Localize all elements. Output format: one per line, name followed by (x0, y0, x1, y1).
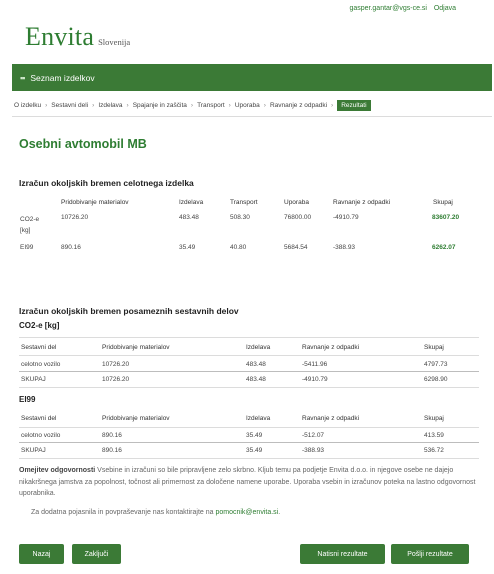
page-title: Osebni avtomobil MB (19, 137, 147, 151)
chevron-right-icon: › (263, 101, 266, 109)
table-cell: 40.80 (230, 244, 247, 251)
chevron-right-icon: › (45, 101, 48, 109)
chevron-right-icon: › (190, 101, 194, 109)
table-cell-total: 83607.20 (432, 214, 460, 221)
breadcrumb (14, 98, 490, 112)
table-cell: 890.16 (102, 432, 122, 439)
breadcrumb-item-transport[interactable]: Transport (197, 101, 225, 109)
table-cell: 483.48 (246, 376, 266, 383)
table-cell: -388.93 (302, 447, 325, 454)
col-header: Pridobivanje materialov (102, 415, 170, 422)
contact-end: . (278, 509, 281, 516)
logout-link[interactable]: Odjava (433, 5, 456, 12)
divider (19, 427, 479, 428)
breadcrumb-item-ravnanje[interactable]: Ravnanje z odpadki (269, 101, 328, 109)
col-header: Skupaj (424, 415, 444, 422)
disclaimer-text: Vsebine in izračuni so bile pripravljene zelo skrbno. Kljub temu pa podjetje Envita d.o.o. in njegove osebe ne dajejo nikakršnega jamstva za popolnost, točnost ali primernost za določene namene uporabe. Uporaba vsebin in izračunov poteka na lastno odgovornost uporabnika. (19, 467, 476, 497)
table-cell: 35.49 (179, 244, 196, 251)
table-cell: SKUPAJ (21, 376, 46, 383)
table-cell: 536.72 (424, 447, 444, 454)
table-cell: -388.93 (333, 244, 356, 251)
table-cell: 4797.73 (424, 361, 448, 368)
nav-product-list-link[interactable]: Seznam izdelkov (30, 72, 95, 83)
chevron-right-icon: › (92, 101, 95, 109)
table-cell: -4910.79 (302, 376, 328, 383)
top-bar (0, 0, 494, 18)
col-header: Skupaj (433, 199, 453, 206)
breadcrumb-item-rezultati[interactable]: Rezultati (337, 100, 370, 111)
divider (19, 458, 479, 459)
divider (12, 116, 492, 117)
table-cell: 10726.20 (102, 361, 130, 368)
divider (19, 442, 479, 443)
divider (19, 355, 479, 356)
user-email-link[interactable]: gasper.gantar@vgs-ce.si (349, 5, 427, 12)
table-cell: 35.49 (246, 432, 263, 439)
col-header: Uporaba (284, 199, 309, 206)
overall-section-title: Izračun okoljskih bremen celotnega izdelka (19, 178, 194, 188)
chevron-right-icon: › (126, 101, 129, 109)
table-cell: 483.48 (246, 361, 266, 368)
breadcrumb-item-o-izdelku[interactable]: O izdelku (14, 101, 42, 109)
disclaimer-heading: Omejitev odgovornosti (19, 467, 96, 474)
chevron-right-icon: › (331, 101, 334, 109)
col-header: Sestavni del (21, 344, 57, 351)
divider (19, 387, 479, 388)
parts-section-title: Izračun okoljskih bremen posameznih sestavnih delov (19, 306, 239, 316)
print-results-button[interactable]: Natisni rezultate (300, 544, 385, 564)
table-cell: 10726.20 (102, 376, 130, 383)
divider (19, 337, 479, 338)
table-cell: celotno vozilo (21, 432, 61, 439)
contact-email-link[interactable]: pomocnik@envita.si (215, 509, 279, 516)
contact-line (31, 509, 280, 516)
col-header: Izdelava (246, 415, 271, 422)
logo-subtitle: Slovenija (98, 37, 131, 47)
col-header: Pridobivanje materialov (61, 199, 129, 206)
table-cell: celotno vozilo (21, 361, 61, 368)
disclaimer (19, 465, 479, 500)
table-cell: 508.30 (230, 214, 250, 221)
table-cell: -4910.79 (333, 214, 359, 221)
breadcrumb-item-izdelava[interactable]: Izdelava (98, 101, 123, 109)
menu-dots-icon: ▪▪ (20, 72, 25, 83)
send-results-button[interactable]: Pošlji rezultate (391, 544, 469, 564)
table-cell: 6298.90 (424, 376, 448, 383)
col-header: Skupaj (424, 344, 444, 351)
table-cell: 890.16 (102, 447, 122, 454)
table-cell: 10726.20 (61, 214, 89, 221)
main-navbar (12, 64, 492, 91)
breadcrumb-item-sestavni-deli[interactable]: Sestavni deli (51, 101, 89, 109)
table-cell: 890.16 (61, 244, 81, 251)
table-cell: 76800.00 (284, 214, 312, 221)
logo[interactable] (25, 22, 130, 52)
table-cell: -512.07 (302, 432, 325, 439)
back-button[interactable]: Nazaj (19, 544, 64, 564)
table-cell: 483.48 (179, 214, 199, 221)
col-header: Pridobivanje materialov (102, 344, 170, 351)
col-header: Ravnanje z odpadki (302, 415, 360, 422)
table-cell: 413.59 (424, 432, 444, 439)
contact-text: Za dodatna pojasnila in povpraševanje nas kontaktirajte na (31, 509, 216, 516)
table-cell: -5411.96 (302, 361, 328, 368)
breadcrumb-item-uporaba[interactable]: Uporaba (234, 101, 260, 109)
row-label: EI99 (20, 244, 34, 251)
co2-table-title: CO2-e [kg] (19, 321, 60, 330)
table-cell-total: 6262.07 (432, 244, 456, 251)
divider (19, 371, 479, 372)
finish-button[interactable]: Zaključi (72, 544, 121, 564)
col-header: Sestavni del (21, 415, 57, 422)
col-header: Izdelava (246, 344, 271, 351)
ei99-table-title: EI99 (19, 395, 36, 404)
table-cell: 35.49 (246, 447, 263, 454)
col-header: Ravnanje z odpadki (333, 199, 391, 206)
logo-text: Envita (25, 22, 95, 51)
chevron-right-icon: › (228, 101, 231, 109)
breadcrumb-item-spajanje[interactable]: Spajanje in zaščita (132, 101, 187, 109)
col-header: Izdelava (179, 199, 204, 206)
table-cell: SKUPAJ (21, 447, 46, 454)
table-cell: 5684.54 (284, 244, 308, 251)
row-label: CO2-e [kg] (20, 216, 40, 234)
col-header: Transport (230, 199, 258, 206)
col-header: Ravnanje z odpadki (302, 344, 360, 351)
